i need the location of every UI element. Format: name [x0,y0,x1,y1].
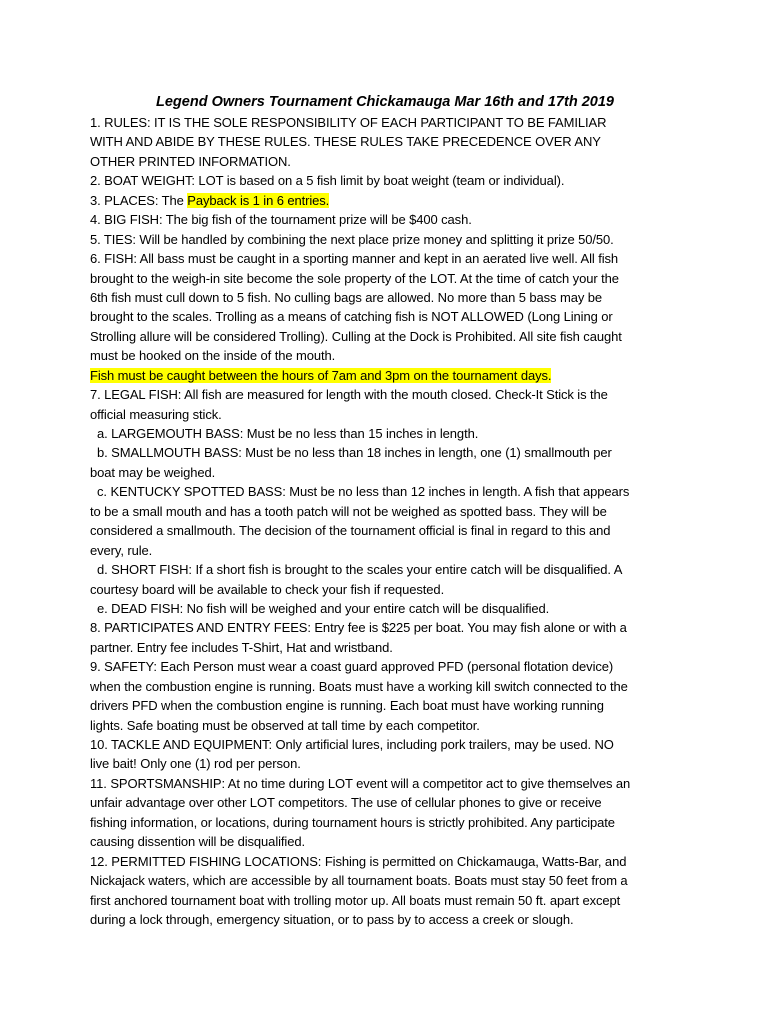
highlighted-payback-text: Payback is 1 in 6 entries. [187,192,330,208]
rules-line [90,366,690,385]
rules-line: e. DEAD FISH: No fish will be weighed and your entire catch will be disqualified. [90,600,550,616]
rules-line: 11. SPORTSMANSHIP: At no time during LOT event will a competitor act to give themselves an [90,775,631,791]
rules-line: partner. Entry fee includes T-Shirt, Hat and wristband. [90,639,393,655]
rules-line: 12. PERMITTED FISHING LOCATIONS: Fishing is permitted on Chickamauga, Watts-Bar, and [90,853,627,869]
rules-line: causing dissention will be disqualified. [90,834,305,850]
rules-line: WITH AND ABIDE BY THESE RULES. THESE RULES TAKE PRECEDENCE OVER ANY [90,134,601,150]
rules-line: considered a smallmouth. The decision of the tournament official is final in regard to this and [90,523,611,539]
rules-line: 2. BOAT WEIGHT: LOT is based on a 5 fish limit by boat weight (team or individual). [90,173,565,189]
rules-line: during a lock through, emergency situation, or to pass by to access a creek or slough. [90,911,574,927]
rules-line: live bait! Only one (1) rod per person. [90,756,301,772]
rules-line: Nickajack waters, which are accessible by all tournament boats. Boats must stay 50 feet from a [90,873,628,889]
rules-line: 5. TIES: Will be handled by combining the next place prize money and splitting it prize 50/50. [90,231,614,247]
places-label: 3. PLACES: The [90,192,188,208]
rules-line: Strolling allure will be considered Trolling). Culling at the Dock is Prohibited. All site fish caught [90,328,622,344]
rules-line: d. SHORT FISH: If a short fish is brought to the scales your entire catch will be disqualified. A [90,562,623,578]
rules-line: a. LARGEMOUTH BASS: Must be no less than 15 inches in length. [90,426,479,441]
rules-line: brought to the scales. Trolling as a means of catching fish is NOT ALLOWED (Long Lining or [90,309,613,325]
rules-line: 9. SAFETY: Each Person must wear a coast guard approved PFD (personal flotation device) [90,659,614,675]
highlighted-fishing-hours: Fish must be caught between the hours of 7am and 3pm on the tournament days. [90,367,552,383]
rules-line: 6. FISH: All bass must be caught in a sporting manner and kept in an aerated live well. All fish [90,251,619,267]
rules-line: official measuring stick. [90,406,222,422]
rules-line: first anchored tournament boat with trolling motor up. All boats must remain 50 ft. apart except [90,892,621,908]
rules-line: must be hooked on the inside of the mouth. [90,348,336,364]
rules-line: courtesy board will be available to check your fish if requested. [90,581,445,597]
rules-line: brought to the weigh-in site become the sole property of the LOT. At the time of catch your the [90,270,619,286]
rules-line: when the combustion engine is running. Boats must have a working kill switch connected to the [90,678,628,694]
rules-line: drivers PFD when the combustion engine is running. Each boat must have working running [90,698,604,714]
document-title: Legend Owners Tournament Chickamauga Mar 16th and 17th 2019 [156,94,614,110]
rules-line: OTHER PRINTED INFORMATION. [90,153,291,169]
rules-line: fishing information, or locations, during tournament hours is strictly prohibited. Any participate [90,814,615,830]
rules-line: c. KENTUCKY SPOTTED BASS: Must be no less than 12 inches in length. A fish that appears [90,484,630,500]
rules-line: 7. LEGAL FISH: All fish are measured for length with the mouth closed. Check-It Stick is the [90,387,608,403]
rules-line: 8. PARTICIPATES AND ENTRY FEES: Entry fee is $225 per boat. You may fish alone or with a [90,620,627,636]
rules-line: every, rule. [90,542,153,558]
rules-line: boat may be weighed. [90,464,216,480]
rules-line: 10. TACKLE AND EQUIPMENT: Only artificial lures, including pork trailers, may be used. NO [90,737,614,752]
rules-body [90,113,690,929]
rules-line: 4. BIG FISH: The big fish of the tournament prize will be $400 cash. [90,212,472,228]
rules-line [90,191,690,210]
rules-line: b. SMALLMOUTH BASS: Must be no less than 18 inches in length, one (1) smallmouth per [90,445,612,461]
rules-line: unfair advantage over other LOT competitors. The use of cellular phones to give or receive [90,795,602,811]
rules-line: lights. Safe boating must be observed at tall time by each competitor. [90,717,480,733]
rules-line: 1. RULES: IT IS THE SOLE RESPONSIBILITY OF EACH PARTICIPANT TO BE FAMILIAR [90,115,607,130]
rules-line: 6th fish must cull down to 5 fish. No culling bags are allowed. No more than 5 bass may be [90,289,602,305]
rules-line: to be a small mouth and has a tooth patch will not be weighed as spotted bass. They will be [90,503,607,519]
